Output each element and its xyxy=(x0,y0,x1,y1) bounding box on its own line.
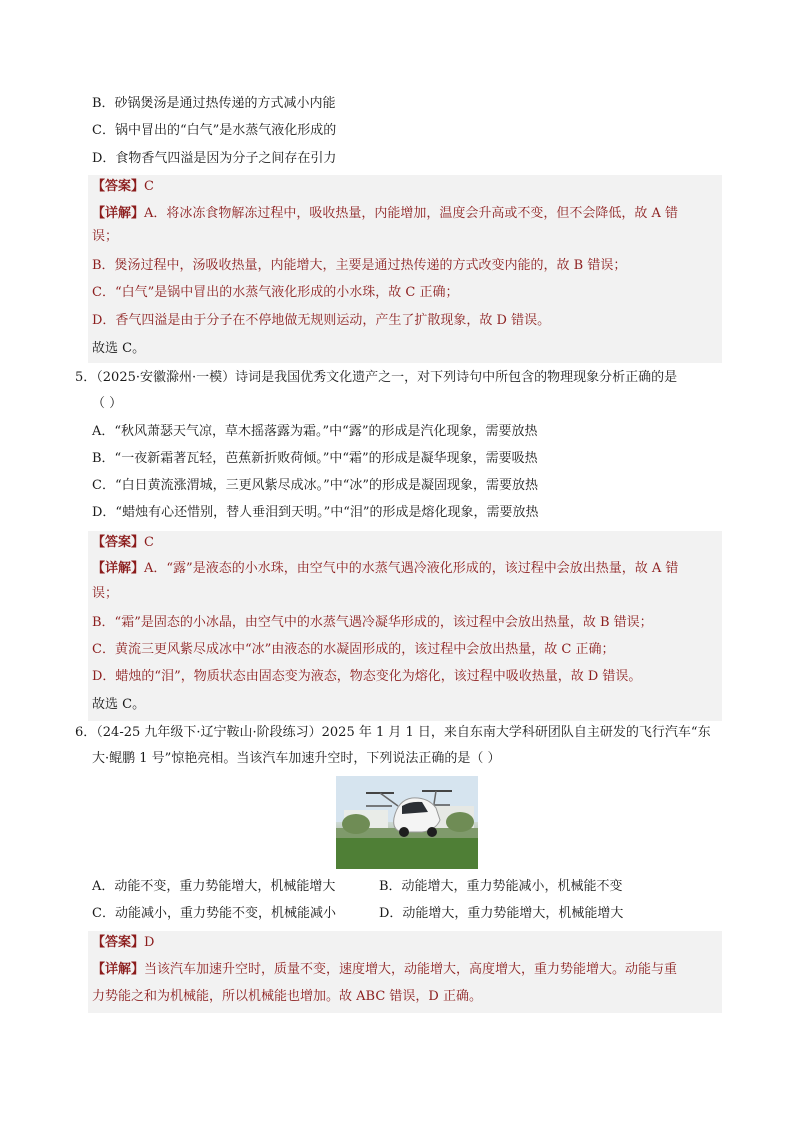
q4-detail-line-4: D．香气四溢是由于分子在不停地做无规则运动，产生了扩散现象，故 D 错误。 xyxy=(92,313,551,328)
q5-detail-line-1 xyxy=(92,559,678,579)
q5-stem-line-1: 5．（2025·安徽滁州·一模）诗词是我国优秀文化遗产之一，对下列诗句中所包含的物理现象分析正确的是 xyxy=(75,370,678,385)
detail-tag: 【详解】 xyxy=(92,561,145,576)
q5-option-a: A．“秋风萧瑟天气凉，草木摇落露为霜。”中“露”的形成是汽化现象，需要放热 xyxy=(92,424,538,439)
detail-text: A．将冰冻食物解冻过程中，吸收热量，内能增加，温度会升高或不变，但不会降低，故 A 错 xyxy=(144,206,679,221)
q4-answer-line xyxy=(92,177,154,197)
answer-tag: 【答案】 xyxy=(92,535,145,550)
answer-value: D xyxy=(144,935,155,950)
q4-option-c: C．锅中冒出的“白气”是水蒸气液化形成的 xyxy=(92,123,337,138)
q5-detail-line-3: C．黄流三更风紫尽成冰中“冰”由液态的水凝固形成的，该过程中会放出热量，故 C 正确； xyxy=(92,642,615,657)
q6-answer-line xyxy=(92,933,154,953)
q4-conclusion: 故选 C。 xyxy=(92,341,146,356)
q6-stem-line-1: 6．（24-25 九年级下·辽宁鞍山·阶段练习）2025 年 1 月 1 日，来自东南大学科研团队自主研发的飞行汽车“东 xyxy=(75,725,711,740)
answer-value: C xyxy=(144,535,154,550)
q6-option-c: C．动能减小，重力势能不变，机械能减小 xyxy=(92,906,336,921)
answer-tag: 【答案】 xyxy=(92,935,145,950)
answer-tag: 【答案】 xyxy=(92,179,145,194)
q6-option-a: A．动能不变，重力势能增大，机械能增大 xyxy=(92,879,336,894)
q6-detail-line-1 xyxy=(92,960,677,980)
q4-detail-line-2: B．煲汤过程中，汤吸收热量，内能增大，主要是通过热传递的方式改变内能的，故 B 错误； xyxy=(92,258,627,273)
q6-option-d: D．动能增大，重力势能增大，机械能增大 xyxy=(379,906,624,921)
q5-answer-block xyxy=(88,531,722,721)
q6-detail-line-2: 力势能之和为机械能，所以机械能也增加。故 ABC 错误，D 正确。 xyxy=(92,989,482,1004)
detail-tag: 【详解】 xyxy=(92,206,145,221)
q5-stem-line-2: （ ） xyxy=(92,396,123,411)
q6-stem-line-2: 大·鲲鹏 1 号”惊艳亮相。当该汽车加速升空时，下列说法正确的是（ ） xyxy=(92,751,501,766)
q4-answer-block xyxy=(88,175,722,363)
detail-tag: 【详解】 xyxy=(92,962,145,977)
answer-value: C xyxy=(144,179,154,194)
q4-option-d: D．食物香气四溢是因为分子之间存在引力 xyxy=(92,151,337,166)
q5-option-b: B．“一夜新霜著瓦轻，芭蕉新折败荷倾。”中“霜”的形成是凝华现象，需要吸热 xyxy=(92,451,538,466)
q5-option-d: D．“蜡烛有心还惜别，替人垂泪到天明。”中“泪”的形成是熔化现象，需要放热 xyxy=(92,505,539,520)
q5-conclusion: 故选 C。 xyxy=(92,697,146,712)
q5-answer-line xyxy=(92,533,154,553)
flying-car-photo xyxy=(336,776,478,869)
q5-detail-line-4: D．蜡烛的“泪”，物质状态由固态变为液态，物态变化为熔化，该过程中吸收热量，故 D 错误。 xyxy=(92,669,642,684)
flying-car-illustration xyxy=(336,776,478,869)
q4-detail-line-3: C．“白气”是锅中冒出的水蒸气液化形成的小水珠，故 C 正确； xyxy=(92,285,459,300)
q5-detail-line-1b: 误； xyxy=(92,586,119,601)
q4-option-b: B．砂锅煲汤是通过热传递的方式减小内能 xyxy=(92,96,336,111)
q6-answer-block xyxy=(88,931,722,1013)
q4-detail-line-1 xyxy=(92,204,678,224)
q6-option-b: B．动能增大，重力势能减小，机械能不变 xyxy=(379,879,623,894)
q4-detail-line-1b: 误； xyxy=(92,229,119,244)
q5-option-c: C．“白日黄流涨渭城，三更风紫尽成冰。”中“冰”的形成是凝固现象，需要放热 xyxy=(92,478,539,493)
q5-detail-line-2: B．“霜”是固态的小冰晶，由空气中的水蒸气遇冷凝华形成的，该过程中会放出热量，故 B 错误； xyxy=(92,615,653,630)
detail-text: A．“露”是液态的小水珠，由空气中的水蒸气遇冷液化形成的，该过程中会放出热量，故 A 错 xyxy=(144,561,679,576)
detail-text: 当该汽车加速升空时，质量不变，速度增大，动能增大，高度增大，重力势能增大。动能与重 xyxy=(144,962,678,977)
